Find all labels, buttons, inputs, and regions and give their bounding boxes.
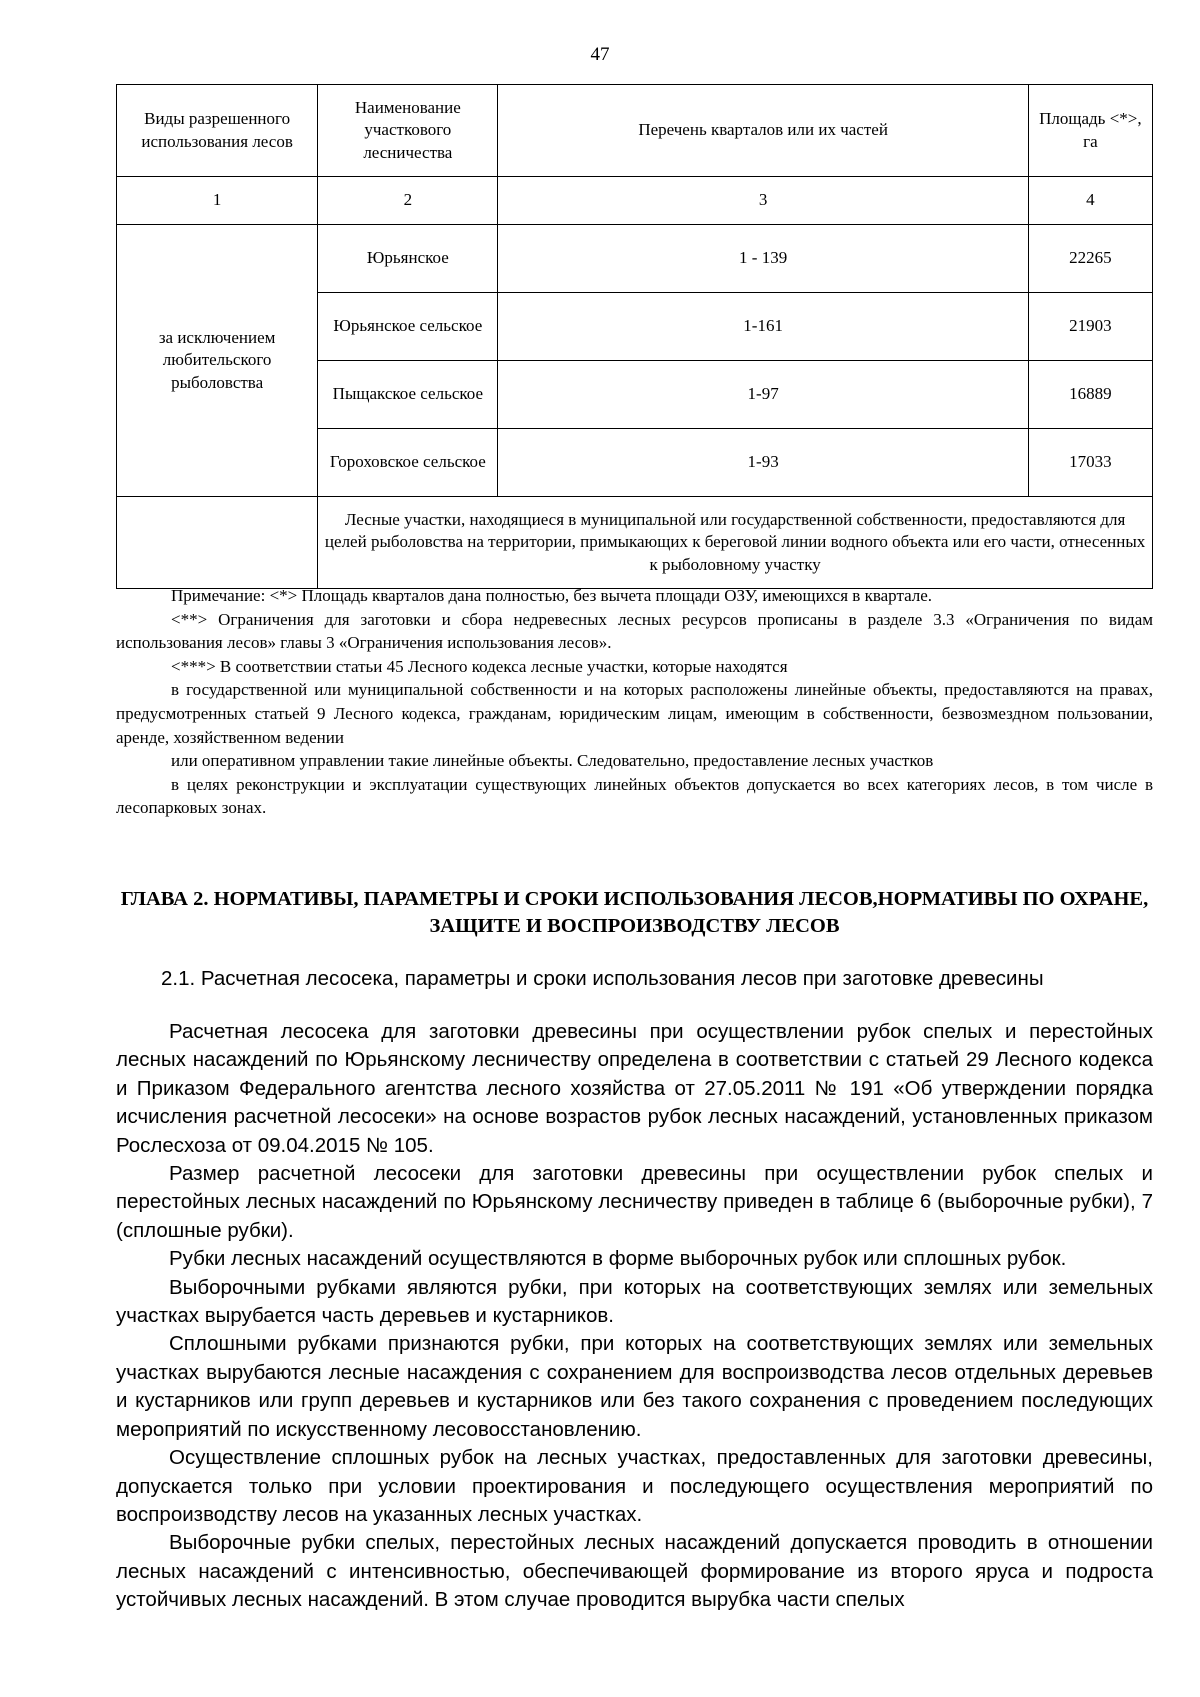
body-paragraph: Расчетная лесосека для заготовки древесины при осуществлении рубок спелых и перестойных лесных насаждений по Юрьянскому лесничеству определена в соответствии с статьей 29 Лесного кодекса и Приказом Федерального агентства лесного хозяйства от 27.05.2011 № 191 «Об утверждении порядка исчисления расчетной лесосеки» на основе возрастов рубок лесных насаждений, установленных приказом Рослесхоза от 09.04.2015 № 105.	[116, 1020, 1153, 1157]
body-paragraph: Осуществление сплошных рубок на лесных участках, предоставленных для заготовки древесины, допускается только при условии проектирования и последующего осуществления мероприятий по воспроизводству лесов на указанных лесных участках.	[116, 1446, 1153, 1526]
header-forestry-name: Наименование участкового лесничества	[318, 85, 498, 177]
table-notes	[116, 584, 1153, 820]
section-title: 2.1. Расчетная лесосека, параметры и сроки использования лесов при заготовке древесины	[161, 967, 1044, 990]
area-cell: 17033	[1028, 429, 1152, 497]
forestry-cell: Юрьянское	[318, 225, 498, 293]
area-cell: 16889	[1028, 361, 1152, 429]
body-text	[116, 1018, 1153, 1615]
area-cell: 21903	[1028, 293, 1152, 361]
body-paragraph: Размер расчетной лесосеки для заготовки древесины при осуществлении рубок спелых и перестойных лесных насаждений по Юрьянскому лесничеству приведен в таблице 6 (выборочные рубки), 7 (сплошные рубки).	[116, 1162, 1153, 1242]
quarters-cell: 1-161	[498, 293, 1028, 361]
forestry-cell: Гороховское сельское	[318, 429, 498, 497]
forestry-table	[116, 84, 1153, 589]
forestry-cell: Юрьянское сельское	[318, 293, 498, 361]
quarters-cell: 1-97	[498, 361, 1028, 429]
table-footer-text: Лесные участки, находящиеся в муниципальной или государственной собственности, предоставляются для целей рыболовства на территории, примыкающих к береговой линии водного объекта или его части, отнесенных к рыболовному участку	[318, 497, 1153, 589]
forestry-cell: Пыщакское сельское	[318, 361, 498, 429]
column-number: 1	[117, 177, 318, 225]
column-number: 2	[318, 177, 498, 225]
chapter-title: ГЛАВА 2. НОРМАТИВЫ, ПАРАМЕТРЫ И СРОКИ ИСПОЛЬЗОВАНИЯ ЛЕСОВ,НОРМАТИВЫ ПО ОХРАНЕ, ЗАЩИТЕ И ВОСПРОИЗВОДСТВУ ЛЕСОВ	[120, 888, 1149, 937]
table-header-row	[117, 85, 1153, 177]
quarters-cell: 1-93	[498, 429, 1028, 497]
page-number: 47	[590, 44, 610, 65]
column-number: 3	[498, 177, 1028, 225]
table-row	[117, 225, 1153, 293]
note-paragraph: <**> Ограничения для заготовки и сбора недревесных лесных ресурсов прописаны в разделе 3.3 «Ограничения по видам использования лесов» главы 3 «Ограничения использования лесов».	[116, 609, 1153, 653]
body-paragraph: Сплошными рубками признаются рубки, при которых на соответствующих землях или земельных участках вырубаются лесные насаждения с сохранением для воспроизводства лесов отдельных деревьев и кустарников или групп деревьев и кустарников или без такого сохранения с проведением последующих мероприятий по искусственному лесовосстановлению.	[116, 1332, 1153, 1441]
table-footer-row	[117, 497, 1153, 589]
empty-cell	[117, 497, 318, 589]
quarters-cell: 1 - 139	[498, 225, 1028, 293]
note-paragraph: <***> В соответствии статьи 45 Лесного кодекса лесные участки, которые находятся	[171, 656, 788, 676]
note-paragraph: в целях реконструкции и эксплуатации существующих линейных объектов допускается во всех категориях лесов, в том числе в лесопарковых зонах.	[116, 774, 1153, 818]
body-paragraph: Выборочные рубки спелых, перестойных лесных насаждений допускается проводить в отношении лесных насаждений с интенсивностью, обеспечивающей формирование из второго яруса и подроста устойчивых лесных насаждений. В этом случае проводится вырубка части спелых	[116, 1531, 1153, 1612]
body-paragraph: Рубки лесных насаждений осуществляются в форме выборочных рубок или сплошных рубок.	[169, 1247, 1067, 1271]
column-number: 4	[1028, 177, 1152, 225]
header-area: Площадь <*>, га	[1028, 85, 1152, 177]
note-paragraph: в государственной или муниципальной собственности и на которых расположены линейные объекты, предоставляются на правах, предусмотренных статьей 9 Лесного кодекса, гражданам, юридическим лицам, имеющим в собственности, безвозмездном пользовании, аренде, хозяйственном ведении	[116, 680, 1153, 747]
usage-type-cell: за исключением любительского рыболовства	[117, 225, 318, 497]
note-paragraph: Примечание: <*> Площадь кварталов дана полностью, без вычета площади ОЗУ, имеющихся в квартале.	[171, 586, 933, 605]
area-cell: 22265	[1028, 225, 1152, 293]
header-quarters-list: Перечень кварталов или их частей	[498, 85, 1028, 177]
body-paragraph: Выборочными рубками являются рубки, при которых на соответствующих землях или земельных участках вырубается часть деревьев и кустарников.	[116, 1275, 1153, 1328]
note-paragraph: или оперативном управлении такие линейные объекты. Следовательно, предоставление лесных участков	[171, 751, 934, 771]
column-number-row	[117, 177, 1153, 225]
header-usage-type: Виды разрешенного использования лесов	[117, 85, 318, 177]
